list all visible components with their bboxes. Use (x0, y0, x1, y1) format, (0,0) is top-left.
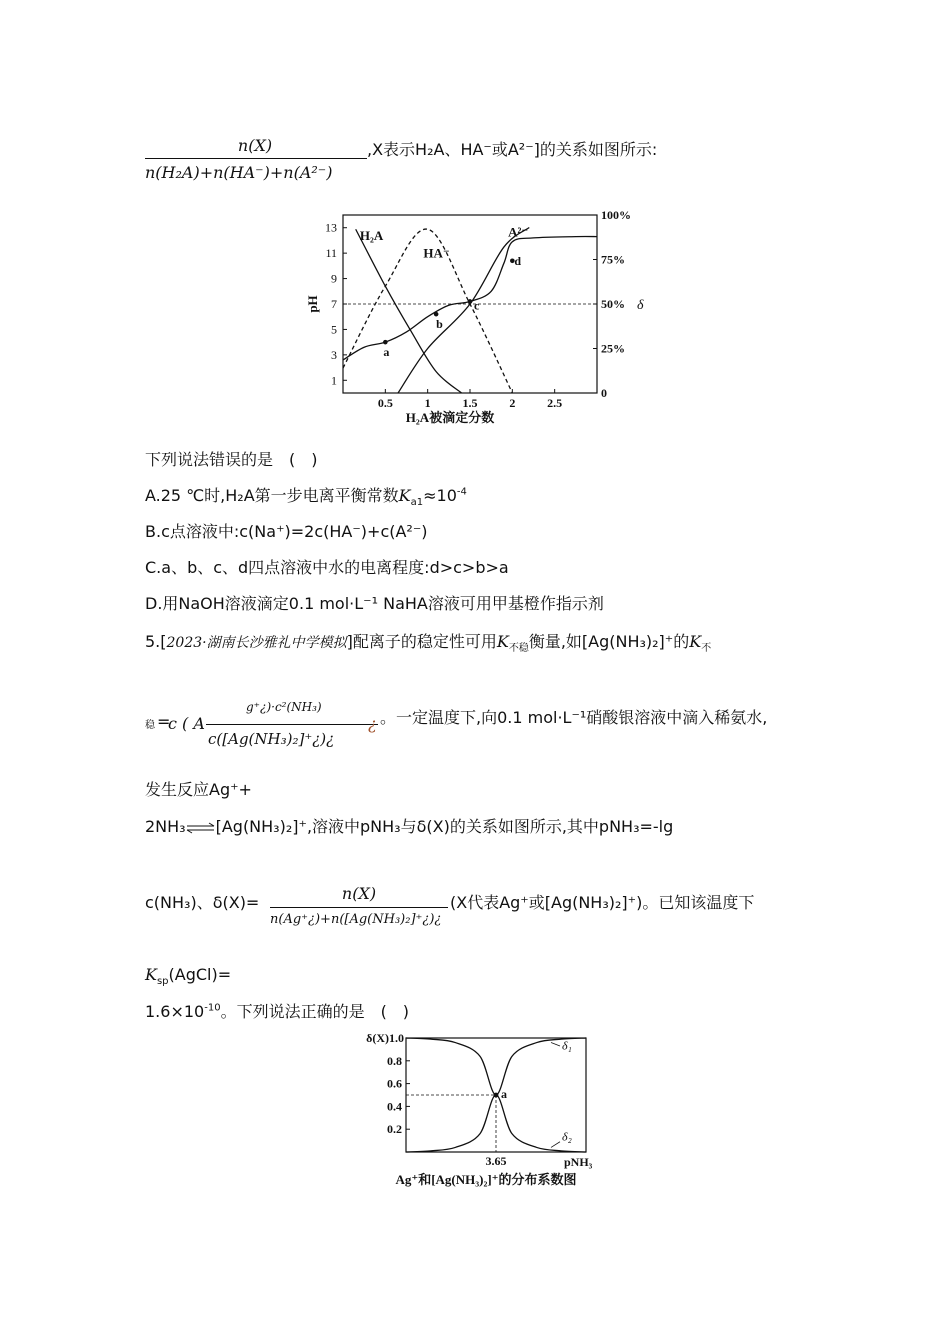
q5-delta-denominator: n(Ag⁺¿)+n([Ag(NH₃)₂]⁺¿)¿ (270, 912, 442, 927)
curve-label: δ₁ (562, 1038, 572, 1053)
q5-delta-fraction (270, 884, 450, 936)
intro-frac-denominator: n(H₂A)+n(HA⁻)+n(A²⁻) (145, 163, 333, 182)
q5-line4-b: [Ag(NH₃)₂]⁺,溶液中pNH₃与δ(X)的关系如图所示,其中pNH₃=-lg (215, 817, 674, 836)
intro-fraction (145, 136, 365, 186)
left-tick-label: 11 (325, 246, 337, 261)
left-tick-label: 5 (331, 322, 337, 337)
right-tick-label: 0 (601, 386, 607, 400)
option-c: C.a、b、c、d四点溶液中水的电离程度:d>c>b>a (145, 558, 509, 577)
x-tick-label: 3.65 (485, 1154, 507, 1168)
option-b: B.c点溶液中:c(Na⁺)=2c(HA⁻)+c(A²⁻) (145, 522, 428, 541)
equilibrium-arrow (186, 822, 216, 834)
titration-chart (305, 205, 645, 425)
q5-ksp-post: (AgCl)= (168, 965, 232, 984)
option-d: D.用NaOH溶液滴定0.1 mol·L⁻¹ NaHA溶液可用甲基橙作指示剂 (145, 594, 604, 613)
intro-text: ,X表示H₂A、HA⁻或A²⁻]的关系如图所示: (367, 140, 658, 159)
x-tick-label: 1.5 (462, 396, 478, 410)
q5-line4 (145, 817, 673, 837)
chart-caption: Ag⁺和[Ag(NH₃)₂]⁺的分布系数图 (395, 1172, 577, 1187)
option-a-k: K (398, 486, 411, 505)
series-line (343, 237, 597, 360)
data-point (494, 1093, 499, 1098)
q5-k2: K (689, 632, 702, 651)
option-a-sub: a1 (410, 497, 424, 509)
q5-line6 (145, 965, 232, 988)
point-label: a (383, 345, 390, 360)
left-tick-label: 13 (325, 220, 337, 235)
option-a (145, 486, 467, 509)
series-line (398, 227, 529, 393)
y-tick-label: 0.4 (387, 1099, 402, 1114)
option-a-post: ≈10 (423, 486, 457, 505)
series-line (406, 1095, 586, 1152)
q5-delta-numerator: n(X) (341, 884, 377, 903)
q5-line5-post: (X代表Ag⁺或[Ag(NH₃)₂]⁺)。已知该温度下 (450, 893, 755, 912)
intro-frac-bar (145, 158, 367, 159)
question-stem: 下列说法错误的是 ( ) (145, 450, 318, 469)
q5-mid: 衡量,如[Ag(NH₃)₂]⁺的 (528, 632, 690, 651)
point-label: d (514, 253, 522, 268)
data-point (468, 299, 473, 304)
point-label: b (436, 317, 443, 332)
right-tick-label: 25% (601, 341, 625, 356)
left-tick-label: 1 (331, 373, 337, 388)
intro-frac-numerator: n(X) (237, 136, 273, 155)
q5-ksp: K (145, 965, 157, 984)
point-label: c (474, 298, 480, 313)
x-tick-label: 1 (424, 396, 431, 410)
q5-eq: = (157, 712, 171, 731)
q5-source: 2023·湖南长沙雅礼中学模拟 (166, 635, 347, 651)
distribution-chart (348, 1030, 608, 1190)
q5-line2: 。一定温度下,向0.1 mol·L⁻¹硝酸银溶液中滴入稀氨水, (380, 708, 768, 727)
x-tick-label: 2 (509, 396, 516, 410)
left-tick-label: 9 (331, 271, 337, 286)
right-tick-label: 100% (601, 208, 631, 222)
left-tick-label: 7 (331, 297, 337, 311)
q5-k: K (496, 632, 509, 651)
x-tick-label: 2.5 (547, 396, 563, 410)
curve-label: HA⁻ (423, 245, 450, 261)
x-axis-title: H₂A被滴定分数 (405, 410, 495, 425)
q5-line4-a: 2NH₃ (145, 817, 186, 836)
q5-frac-tail: ¿ (368, 714, 377, 733)
q5-line7-post: 。下列说法正确的是 ( ) (220, 1002, 410, 1021)
q5-line3: 发生反应Ag⁺+ (145, 780, 252, 799)
leader-1 (551, 1043, 560, 1046)
right-tick-label: 50% (601, 297, 625, 311)
left-tick-label: 3 (331, 347, 337, 362)
q5-k-sub: 不稳 (508, 643, 529, 655)
left-axis-title: pH (305, 295, 320, 313)
y-tick-label: 0.2 (387, 1122, 402, 1137)
q5-line5-pre: c(NH₃)、δ(X)= (145, 893, 260, 912)
q5-ksp-sub: sp (156, 976, 169, 988)
q5-k-sub-cont: 稳 (145, 720, 155, 731)
q5-frac-bar (206, 724, 378, 725)
curve-label: A²⁻ (508, 224, 529, 240)
q5-delta-bar (270, 907, 448, 908)
option-a-sup: -4 (456, 486, 467, 498)
series-line (406, 1038, 586, 1095)
q5-line7 (145, 1002, 409, 1022)
curve-label: H₂A (359, 227, 384, 243)
q5-frac-denominator: c([Ag(NH₃)₂]⁺¿)¿ (208, 730, 335, 748)
x-tick-label: 0.5 (377, 396, 393, 410)
point-label: a (501, 1087, 507, 1101)
y-tick-label: 0.8 (387, 1053, 402, 1068)
q5-kfraction (168, 700, 398, 750)
curve-label: δ₂ (562, 1129, 572, 1144)
q5-k2-sub: 不 (701, 643, 712, 655)
q5-line1 (145, 632, 711, 653)
q5-after: ]配离子的稳定性可用 (346, 632, 497, 651)
data-point (383, 340, 388, 345)
q5-ksp-val: 1.6×10 (145, 1002, 205, 1021)
leader-2 (551, 1142, 560, 1148)
q5-frac-numerator: g⁺¿)·c²(NH₃) (246, 700, 322, 714)
x-axis-title: pNH₃ (564, 1155, 593, 1169)
data-point (434, 312, 439, 317)
option-a-pre: A.25 ℃时,H₂A第一步电离平衡常数 (145, 486, 399, 505)
right-tick-label: 75% (601, 252, 625, 267)
right-axis-title: δ (637, 298, 644, 313)
q5-frac-left: c ( A (168, 714, 205, 733)
y-axis-title: δ(X)1.0 (366, 1031, 404, 1045)
q5-ksp-exp: -10 (204, 1002, 221, 1014)
q5-prefix: 5.[ (145, 632, 167, 651)
y-tick-label: 0.6 (387, 1076, 402, 1091)
